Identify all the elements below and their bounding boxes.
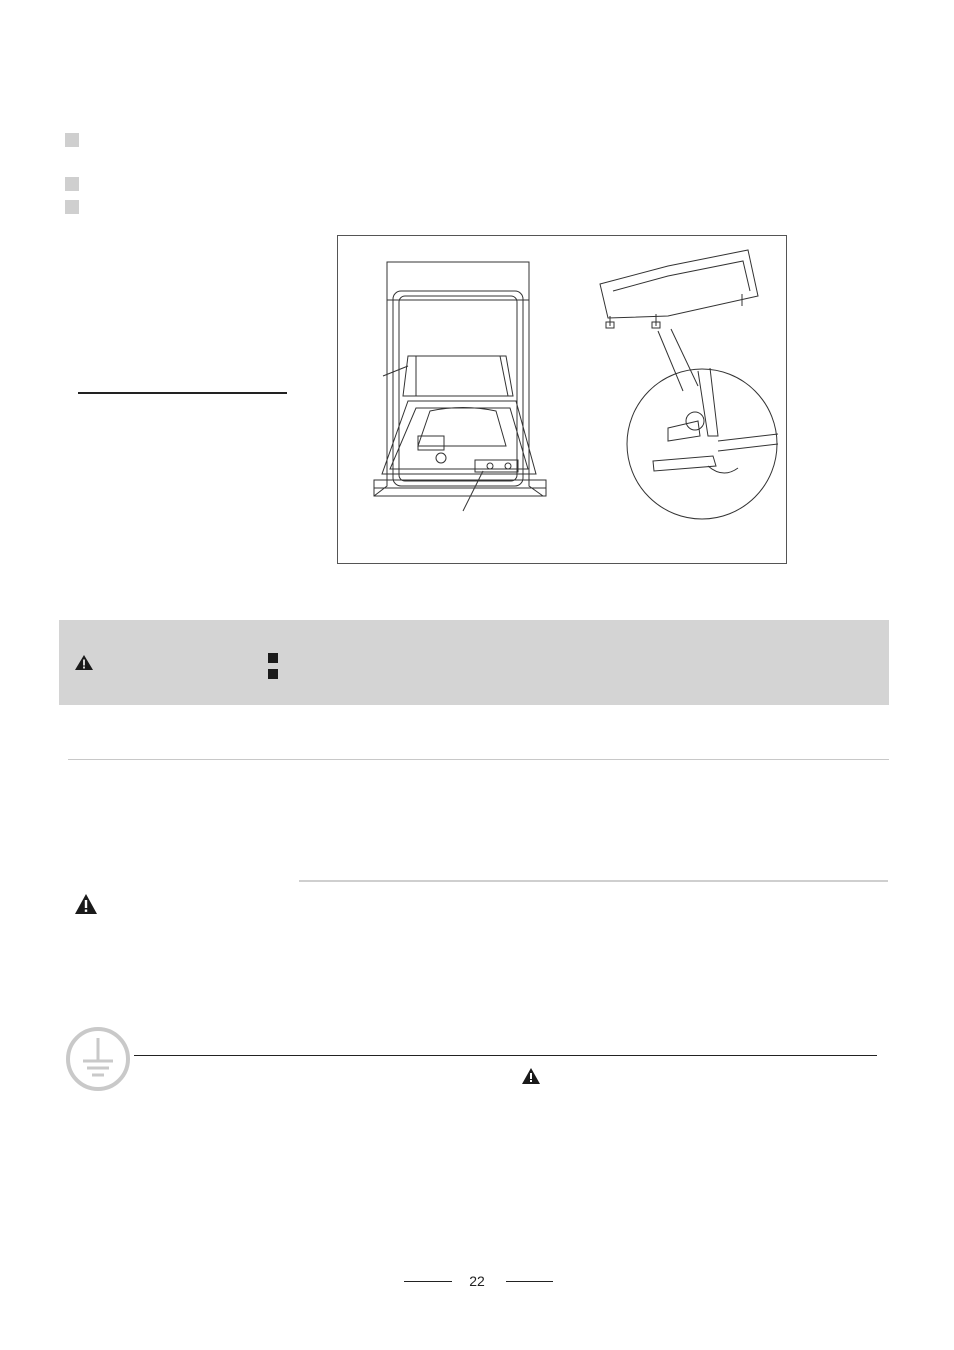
protective-earth-ground-icon <box>65 1026 131 1092</box>
installation-figure <box>337 235 787 564</box>
footer-rule <box>506 1281 553 1282</box>
dishwasher-door-open-illustration <box>374 262 546 511</box>
black-square-bullet <box>268 669 278 679</box>
list-bullet <box>65 177 79 191</box>
leg-adjustment-with-wrench-illustration <box>600 250 778 519</box>
section-rule <box>78 392 287 394</box>
installation-figure-drawing <box>338 236 786 563</box>
footer-rule <box>404 1281 452 1282</box>
list-bullet <box>65 200 79 214</box>
section-rule <box>299 880 888 882</box>
section-rule <box>134 1055 877 1056</box>
list-bullet <box>65 133 79 147</box>
section-rule <box>68 759 889 760</box>
warning-band <box>59 620 889 705</box>
warning-triangle-icon <box>74 893 98 915</box>
page-number: 22 <box>469 1273 485 1289</box>
warning-triangle-icon <box>521 1067 541 1085</box>
warning-triangle-icon <box>74 654 94 671</box>
black-square-bullet <box>268 653 278 663</box>
